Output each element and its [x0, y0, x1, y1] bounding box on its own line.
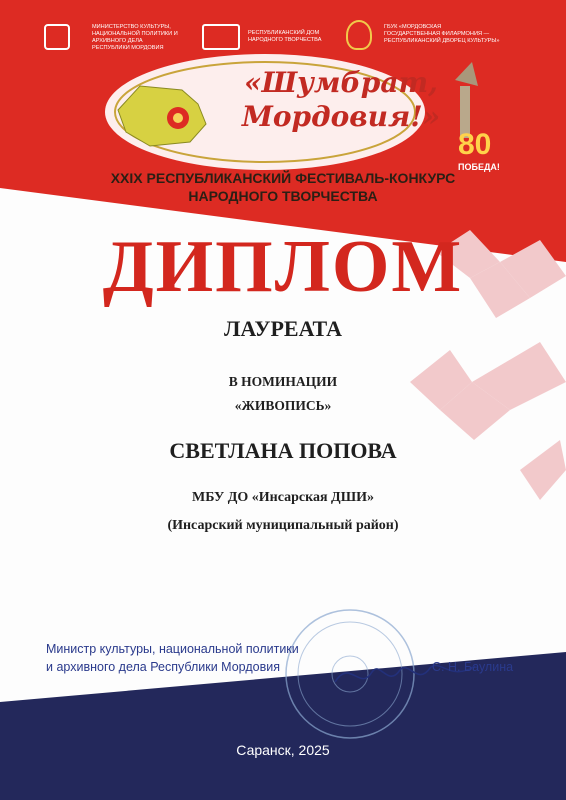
ministry-org-name: МИНИСТЕРСТВО КУЛЬТУРЫ, НАЦИОНАЛЬНОЙ ПОЛИТИКИ И АРХИВНОГО ДЕЛА РЕСПУБЛИКИ МОРДОВИЯ	[92, 24, 178, 51]
signer-name: С. Н. Баулина	[432, 660, 514, 674]
philharmonic-name: ГБУК «МОРДОВСКАЯ ГОСУДАРСТВЕННАЯ ФИЛАРМОНИЯ — РЕСПУБЛИКАНСКИЙ ДВОРЕЦ КУЛЬТУРЫ»	[384, 24, 500, 44]
nomination-value: «ЖИВОПИСЬ»	[234, 398, 332, 413]
house-of-folk-art-icon	[202, 24, 240, 50]
philharmonic-lyre-icon	[346, 20, 372, 50]
festival-title-line2: НАРОДНОГО ТВОРЧЕСТВА	[188, 188, 378, 204]
ministry-emblem-icon	[44, 24, 70, 50]
district-name: (Инсарский муниципальный район)	[167, 518, 399, 533]
signer-position-line1: Министр культуры, национальной политики	[46, 642, 299, 656]
house-of-folk-art-name: РЕСПУБЛИКАНСКИЙ ДОМ НАРОДНОГО ТВОРЧЕСТВА	[248, 30, 322, 43]
diploma-title: ДИПЛОМ	[102, 226, 464, 308]
victory-badge-number: 80	[458, 128, 492, 161]
recipient-name: СВЕТЛАНА ПОПОВА	[169, 438, 397, 463]
nomination-label: В НОМИНАЦИИ	[228, 374, 338, 389]
laureate-subtitle: ЛАУРЕАТА	[223, 316, 343, 341]
festival-logo-text: «Шумбрат, Мордовия!»	[241, 66, 441, 133]
institution-name: МБУ ДО «Инсарская ДШИ»	[192, 490, 374, 505]
festival-title-line1: XXIX РЕСПУБЛИКАНСКИЙ ФЕСТИВАЛЬ-КОНКУРС	[110, 170, 456, 186]
place-and-date: Саранск, 2025	[236, 742, 330, 758]
victory-badge-word: ПОБЕДА!	[458, 162, 500, 172]
signer-position-line2: и архивного дела Республики Мордовия	[46, 660, 280, 674]
